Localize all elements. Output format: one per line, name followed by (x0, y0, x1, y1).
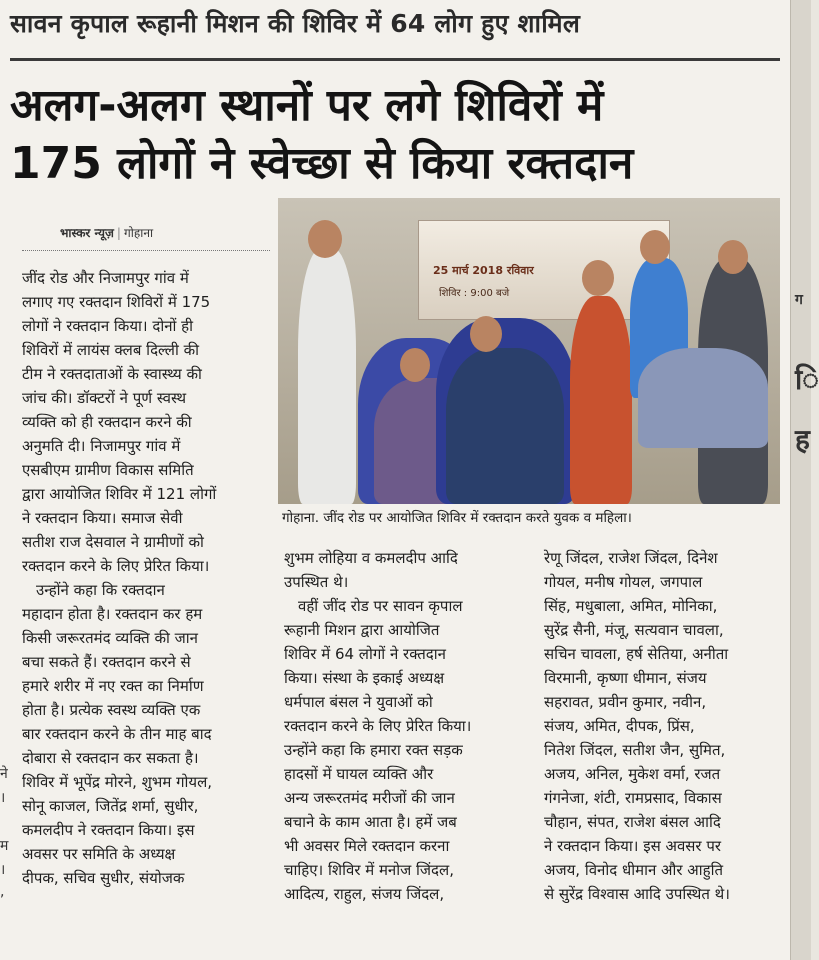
article-text-line: चाहिए। शिविर में मनोज जिंदल, (284, 861, 454, 879)
adjacent-column-fragment: , (0, 884, 5, 900)
article-text-line: सचिन चावला, हर्ष सेतिया, अनीता (544, 645, 729, 663)
article-text-line: महादान होता है। रक्तदान कर हम (22, 605, 203, 623)
article-text-line: संजय, अमित, दीपक, प्रिंस, (544, 717, 695, 735)
article-text-line: हमारे शरीर में नए रक्त का निर्माण (22, 677, 204, 695)
article-text-line: गोयल, मनीष गोयल, जगपाल (544, 573, 703, 591)
adjacent-page-fragment: ग (795, 292, 803, 308)
article-text-line: धर्मपाल बंसल ने युवाओं को (284, 693, 433, 711)
article-kicker: सावन कृपाल रूहानी मिशन की शिविर में 64 लोग हुए शामिल (10, 9, 580, 38)
article-text-line: दीपक, सचिव सुधीर, संयोजक (22, 869, 185, 887)
article-text-line: शिविर में भूपेंद्र मोरने, शुभम गोयल, (22, 773, 213, 791)
photo-donor-reclined (638, 348, 768, 448)
photo-head (718, 240, 748, 274)
photo-banner-text-1: 25 मार्च 2018 रविवार (433, 264, 534, 277)
article-column-1 (22, 266, 272, 890)
article-text-line: एसबीएम ग्रामीण विकास समिति (22, 461, 194, 479)
photo-person-standing-left (298, 248, 356, 504)
adjacent-column-fragment: । (0, 790, 6, 806)
article-text-line: शिविरों में लायंस क्लब दिल्ली की (22, 341, 200, 359)
byline-agency: भास्कर न्यूज़ (60, 226, 114, 240)
article-text-line: बार रक्तदान करने के तीन माह बाद (22, 725, 212, 743)
adjacent-column-fragment: । (0, 862, 6, 878)
article-text-line: उपस्थित थे। (284, 573, 349, 591)
adjacent-page-fragment: ह (795, 423, 810, 456)
news-photo (278, 198, 780, 504)
photo-head (582, 260, 614, 296)
article-text-line: द्वारा आयोजित शिविर में 121 लोगों (22, 485, 217, 503)
adjacent-column-fragment: ने (0, 766, 8, 782)
photo-head (308, 220, 342, 258)
article-text-line: विरमानी, कृष्णा धीमान, संजय (544, 669, 707, 687)
article-text-line: अवसर पर समिति के अध्यक्ष (22, 845, 176, 863)
article-text-line: आदित्य, राहुल, संजय जिंदल, (284, 885, 445, 903)
article-text-line: शुभम लोहिया व कमलदीप आदि (284, 549, 458, 567)
article-text-line: दोबारा से रक्तदान कर सकता है। (22, 749, 199, 767)
headline-line-1: अलग-अलग स्थानों पर लगे शिविरों में (10, 80, 604, 131)
article-text-line: जींद रोड और निजामपुर गांव में (22, 269, 189, 287)
article-text-line: सतीश राज देसवाल ने ग्रामीणों को (22, 533, 204, 551)
article-text-line: उन्होंने कहा कि हमारा रक्त सड़क (284, 741, 463, 759)
adjacent-page-edge (790, 0, 819, 960)
article-text-line: रेणू जिंदल, राजेश जिंदल, दिनेश (544, 549, 718, 567)
article-column-3 (544, 546, 790, 906)
article-text-line: अनुमति दी। निजामपुर गांव में (22, 437, 181, 455)
article-text-line: वहीं जींद रोड पर सावन कृपाल (298, 597, 463, 615)
adjacent-column-fragment: म (0, 838, 9, 854)
byline (60, 224, 153, 241)
article-text-line: शिविर में 64 लोगों ने रक्तदान (284, 645, 446, 663)
photo-head (640, 230, 670, 264)
article-text-line: सहरावत, प्रवीन कुमार, नवीन, (544, 693, 707, 711)
article-text-line: किया। संस्था के इकाई अध्यक्ष (284, 669, 445, 687)
article-text-line: बचा सकते हैं। रक्तदान करने से (22, 653, 191, 671)
byline-dotted-rule (22, 250, 270, 251)
byline-separator: | (116, 226, 121, 240)
article-text-line: ने रक्तदान किया। इस अवसर पर (544, 837, 721, 855)
photo-caption: गोहाना. जींद रोड पर आयोजित शिविर में रक्तदान करते युवक व महिला। (282, 510, 632, 526)
article-text-line: लगाए गए रक्तदान शिविरों में 175 (22, 293, 211, 311)
article-text-line: किसी जरूरतमंद व्यक्ति की जान (22, 629, 198, 647)
photo-woman-saree (570, 296, 632, 504)
article-text-line: गंगनेजा, शंटी, रामप्रसाद, विकास (544, 789, 722, 807)
article-text-line: रक्तदान करने के लिए प्रेरित किया। (284, 717, 472, 735)
article-column-2 (284, 546, 536, 906)
byline-city: गोहाना (123, 226, 154, 240)
article-text-line: अन्य जरूरतमंद मरीजों की जान (284, 789, 455, 807)
article-text-line: होता है। प्रत्येक स्वस्थ व्यक्ति एक (22, 701, 201, 719)
article-text-line: भी अवसर मिले रक्तदान करना (284, 837, 450, 855)
article-text-line: सोनू काजल, जितेंद्र शर्मा, सुधीर, (22, 797, 199, 815)
article-text-line: चौहान, संपत, राजेश बंसल आदि (544, 813, 721, 831)
article-text-line: रूहानी मिशन द्वारा आयोजित (284, 621, 440, 639)
article-text-line: सिंह, मधुबाला, अमित, मोनिका, (544, 597, 718, 615)
article-text-line: लोगों ने रक्तदान किया। दोनों ही (22, 317, 194, 335)
article-text-line: नितेश जिंदल, सतीश जैन, सुमित, (544, 741, 726, 759)
photo-head (400, 348, 430, 382)
article-text-line: व्यक्ति को ही रक्तदान करने की (22, 413, 192, 431)
article-text-line: अजय, अनिल, मुकेश वर्मा, रजत (544, 765, 721, 783)
article-text-line: टीम ने रक्तदाताओं के स्वास्थ्य की (22, 365, 202, 383)
article-text-line: अजय, विनोद धीमान और आहुति (544, 861, 724, 879)
article-text-line: जांच की। डॉक्टरों ने पूर्ण स्वस्थ (22, 389, 187, 407)
photo-donor-young-man (446, 348, 564, 504)
headline-line-2: 175 लोगों ने स्वेच्छा से किया रक्तदान (10, 138, 634, 189)
photo-banner-text-2: शिविर : 9:00 बजे (439, 288, 510, 299)
article-text-line: बचाने के काम आता है। हमें जब (284, 813, 457, 831)
article-text-line: उन्होंने कहा कि रक्तदान (36, 581, 165, 599)
article-text-line: सुरेंद्र सैनी, मंजू, सत्यवान चावला, (544, 621, 724, 639)
article-text-line: कमलदीप ने रक्तदान किया। इस (22, 821, 195, 839)
article-text-line: रक्तदान करने के लिए प्रेरित किया। (22, 557, 210, 575)
article-text-line: ने रक्तदान किया। समाज सेवी (22, 509, 183, 527)
article-text-line: हादसों में घायल व्यक्ति और (284, 765, 434, 783)
article-text-line: से सुरेंद्र विश्वास आदि उपस्थित थे। (544, 885, 730, 903)
kicker-rule (10, 58, 780, 61)
adjacent-page-fragment: ि (795, 363, 819, 396)
photo-head (470, 316, 502, 352)
